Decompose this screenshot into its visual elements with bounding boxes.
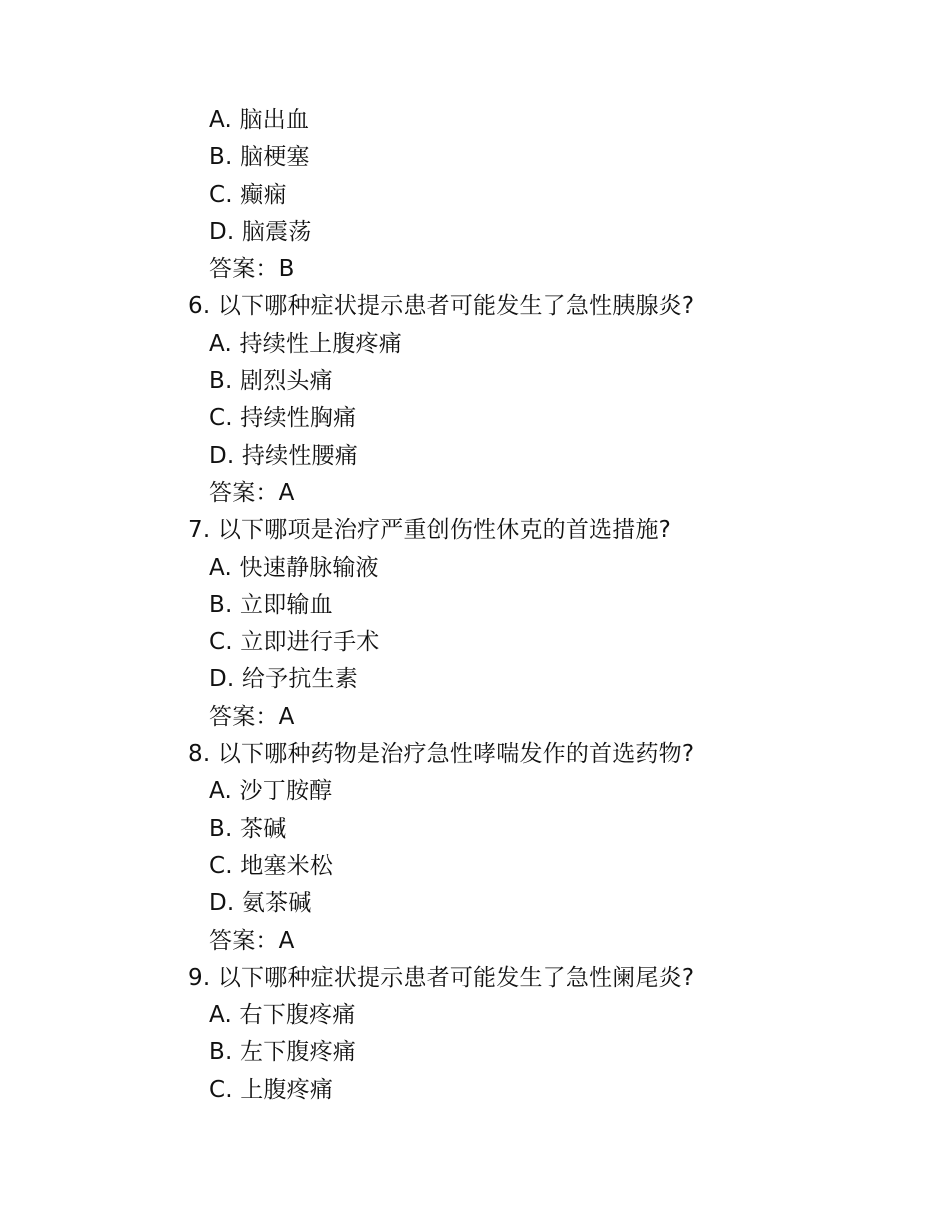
option-line: C. 地塞米松 — [209, 852, 334, 879]
option-line: B. 剧烈头痛 — [209, 368, 333, 395]
option-line: A. 右下腹疼痛 — [209, 1002, 356, 1029]
option-line: B. 脑梗塞 — [209, 144, 310, 171]
option-line: C. 持续性胸痛 — [209, 405, 357, 432]
answer-line: 答案：A — [209, 927, 295, 954]
option-line: D. 持续性腰痛 — [209, 442, 358, 469]
question-line: 8. 以下哪种药物是治疗急性哮喘发作的首选药物? — [188, 741, 695, 768]
question-line: 7. 以下哪项是治疗严重创伤性休克的首选措施? — [188, 517, 672, 544]
option-line: B. 立即输血 — [209, 591, 333, 618]
option-line: A. 沙丁胺醇 — [209, 778, 333, 805]
answer-line: 答案：A — [209, 703, 295, 730]
option-line: A. 脑出血 — [209, 107, 310, 133]
question-line: 9. 以下哪种症状提示患者可能发生了急性阑尾炎? — [188, 964, 695, 991]
option-line: D. 给予抗生素 — [209, 666, 358, 693]
answer-line: 答案：B — [209, 256, 295, 283]
option-line: A. 持续性上腹疼痛 — [209, 330, 402, 357]
option-line: C. 上腹疼痛 — [209, 1076, 334, 1103]
question-line: 6. 以下哪种症状提示患者可能发生了急性胰腺炎? — [188, 293, 695, 320]
option-line: A. 快速静脉输液 — [209, 554, 379, 581]
document-content — [188, 102, 908, 1109]
option-line: B. 茶碱 — [209, 815, 287, 842]
option-line: D. 氨茶碱 — [209, 890, 312, 917]
option-line: D. 脑震荡 — [209, 218, 312, 245]
option-line: C. 立即进行手术 — [209, 629, 380, 656]
answer-line: 答案：A — [209, 479, 295, 506]
option-line: B. 左下腹疼痛 — [209, 1039, 357, 1066]
option-line: C. 癫痫 — [209, 181, 287, 208]
